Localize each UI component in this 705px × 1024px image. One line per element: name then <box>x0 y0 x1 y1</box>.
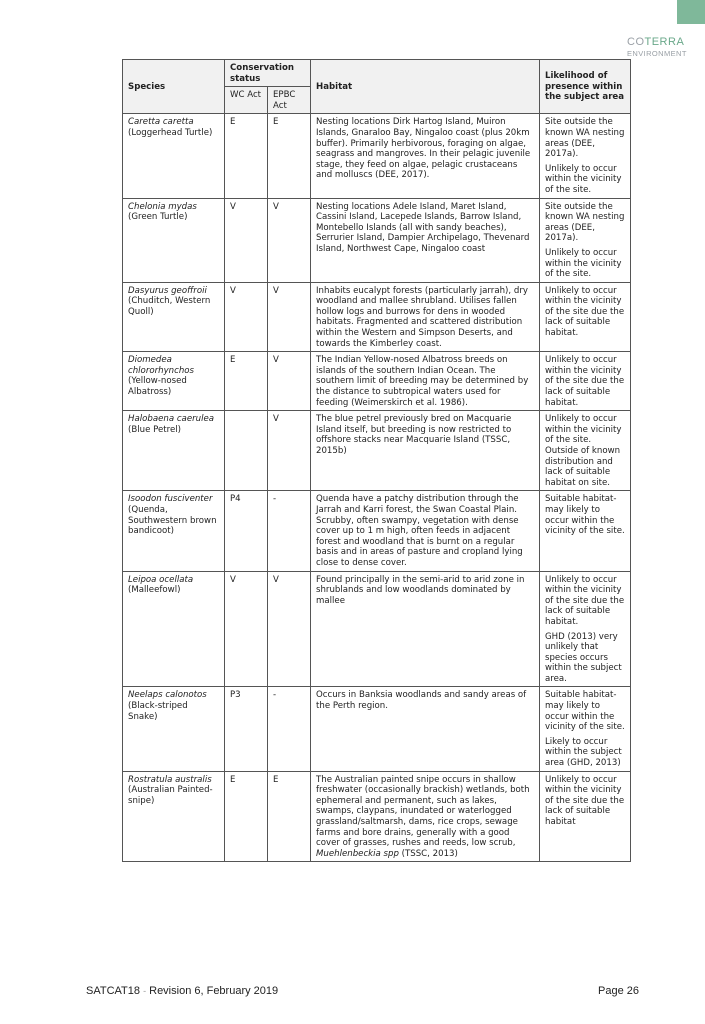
header-species: Species <box>123 60 225 114</box>
coterra-logo <box>627 36 705 58</box>
species-cell <box>123 282 225 352</box>
table-row <box>123 687 631 771</box>
species-scientific-name: Caretta caretta <box>128 117 194 128</box>
header-habitat: Habitat <box>311 60 540 114</box>
habitat-cell <box>311 114 540 198</box>
wc-status-cell: P3 <box>225 687 268 771</box>
wc-status-cell: E <box>225 771 268 862</box>
header-conservation: Conservation status <box>225 60 311 87</box>
species-common-name: (Malleefowl) <box>128 585 181 596</box>
species-cell <box>123 491 225 571</box>
likelihood-cell <box>540 571 631 687</box>
habitat-text: Nesting locations Adele Island, Maret Island, Cassini Island, Lacepede Islands, Barrow Island, Montebello Islands (all with sandy beaches), Serrurier Island, Dampier Archipelago, Thevenard Island, Northwest Cape, Ningaloo coast <box>316 201 530 254</box>
epbc-status-cell: - <box>268 491 311 571</box>
table-row <box>123 491 631 571</box>
likelihood-text: Suitable habitat- may likely to occur within the vicinity of the site. <box>545 690 625 733</box>
habitat-cell <box>311 771 540 862</box>
footer-dash: - <box>143 986 147 996</box>
species-scientific-name: Diomedea chlororhynchos <box>128 355 195 376</box>
logo-text-co: CO <box>627 36 645 48</box>
likelihood-text: Likely to occur within the subject area (GHD, 2013) <box>545 736 622 769</box>
habitat-text: The Australian painted snipe occurs in shallow freshwater (occasionally brackish) wetlands, both ephemeral and permanent, such as lakes, swamps, claypans, inundated or waterlogged grassland/saltmarsh, dams, rice crops, sewage farms and bore drains, generally with a good cover of grasses, rushes and reeds, low scrub, <box>316 774 530 849</box>
likelihood-text: Unlikely to occur within the vicinity of the site due the lack of suitable habitat. <box>545 574 625 627</box>
likelihood-text: Unlikely to occur within the vicinity of the site. <box>545 163 622 195</box>
habitat-cell <box>311 352 540 411</box>
species-scientific-name: Leipoa ocellata <box>128 574 194 585</box>
likelihood-cell <box>540 771 631 862</box>
habitat-genus-text: Muehlenbeckia spp <box>316 848 399 859</box>
species-common-name: (Blue Petrel) <box>128 424 182 435</box>
footer-doc <box>86 985 278 997</box>
table-row <box>123 282 631 352</box>
habitat-cell <box>311 282 540 352</box>
species-cell <box>123 352 225 411</box>
likelihood-text: Unlikely to occur within the vicinity of the site due the lack of suitable habitat <box>545 774 625 827</box>
header-likelihood: Likelihood of presence within the subject area <box>540 60 631 114</box>
wc-status-cell: E <box>225 114 268 198</box>
epbc-status-cell: - <box>268 687 311 771</box>
species-table <box>122 59 631 862</box>
species-scientific-name: Neelaps calonotos <box>128 690 207 701</box>
species-common-name: (Chuditch, Western Quoll) <box>128 296 211 317</box>
species-scientific-name: Rostratula australis <box>128 774 212 785</box>
epbc-status-cell: E <box>268 114 311 198</box>
wc-status-cell: V <box>225 282 268 352</box>
habitat-text: Inhabits eucalypt forests (particularly jarrah), dry woodland and mallee shrubland. Utilises fallen hollow logs and burrows for dens in wooded habitats. Fragmented and scattered distribution within the Western and Simpson Deserts, and towards the Kimberley coast. <box>316 285 528 349</box>
species-common-name: (Green Turtle) <box>128 212 188 223</box>
epbc-status-cell: E <box>268 771 311 862</box>
epbc-status-cell: V <box>268 352 311 411</box>
habitat-text: Quenda have a patchy distribution through the Jarrah and Karri forest, the Swan Coastal Plain. Scrubby, often swampy, vegetation with dense cover up to 1 m high, often feeds in adjacent forest and woodland that is burnt on a regular basis and in areas of pasture and cropland lying close to dense cover. <box>316 494 523 568</box>
table-row <box>123 198 631 282</box>
epbc-status-cell: V <box>268 198 311 282</box>
species-common-name: (Quenda, Southwestern brown bandicoot) <box>128 504 217 537</box>
logo-text-terra: TERRA <box>644 36 685 48</box>
wc-status-cell <box>225 411 268 491</box>
likelihood-text: Site outside the known WA nesting areas (DEE, 2017a). <box>545 117 625 160</box>
likelihood-cell <box>540 198 631 282</box>
epbc-status-cell: V <box>268 411 311 491</box>
species-cell <box>123 114 225 198</box>
likelihood-text: GHD (2013) very unlikely that species occurs within the subject area. <box>545 631 622 684</box>
species-cell <box>123 687 225 771</box>
likelihood-cell <box>540 411 631 491</box>
species-cell <box>123 198 225 282</box>
species-common-name: (Yellow-nosed Albatross) <box>128 376 187 398</box>
logo-text-environment: ENVIRONMENT <box>627 49 687 58</box>
habitat-text: Nesting locations Dirk Hartog Island, Muiron Islands, Gnaraloo Bay, Ningaloo coast (plus 20km buffer). Primarily herbivorous, foraging on algae, seagrass and mangroves. In their pelagic juvenile stage, they feed on algae, pelagic crustaceans and molluscs (DEE, 2017). <box>316 117 531 181</box>
likelihood-cell <box>540 687 631 771</box>
species-scientific-name: Dasyurus geoffroii <box>128 285 207 296</box>
species-scientific-name: Isoodon fusciventer <box>128 494 213 505</box>
likelihood-text: Unlikely to occur within the vicinity of the site. <box>545 247 622 280</box>
habitat-text: The blue petrel previously bred on Macquarie Island itself, but breeding is now restricted to offshore stacks near Macquarie Island (TSSC, 2015b) <box>316 414 512 456</box>
table-row <box>123 771 631 862</box>
wc-status-cell: P4 <box>225 491 268 571</box>
habitat-cell <box>311 571 540 687</box>
wc-status-cell: V <box>225 571 268 687</box>
habitat-cell <box>311 491 540 571</box>
table-row <box>123 352 631 411</box>
likelihood-cell <box>540 282 631 352</box>
species-cell <box>123 771 225 862</box>
likelihood-text: Unlikely to occur within the vicinity of the site. Outside of known distribution and lack of suitable habitat on site. <box>545 414 622 488</box>
footer-doc-id: SATCAT18 <box>86 985 140 997</box>
species-common-name: (Black-striped Snake) <box>128 701 188 722</box>
corner-accent <box>677 0 705 24</box>
habitat-text: The Indian Yellow-nosed Albatross breeds on islands of the southern Indian Ocean. The southern limit of breeding may be determined by the distance to subtropical waters used for feeding (Weimerskirch et al. 1986). <box>316 355 529 408</box>
table-row <box>123 571 631 687</box>
epbc-status-cell: V <box>268 571 311 687</box>
habitat-cell <box>311 198 540 282</box>
footer-revision: Revision 6, February 2019 <box>149 985 279 997</box>
footer-page: Page 26 <box>598 985 639 997</box>
species-cell <box>123 571 225 687</box>
wc-status-cell: E <box>225 352 268 411</box>
habitat-text: Occurs in Banksia woodlands and sandy areas of the Perth region. <box>316 690 527 712</box>
species-common-name: (Loggerhead Turtle) <box>128 127 213 138</box>
likelihood-cell <box>540 114 631 198</box>
table-row <box>123 411 631 491</box>
likelihood-text: Site outside the known WA nesting areas (DEE, 2017a). <box>545 201 625 244</box>
likelihood-cell <box>540 491 631 571</box>
likelihood-cell <box>540 352 631 411</box>
wc-status-cell: V <box>225 198 268 282</box>
habitat-text: Found principally in the semi-arid to arid zone in shrublands and low woodlands dominated by mallee <box>316 574 525 606</box>
habitat-cell <box>311 411 540 491</box>
header-wc: WC Act <box>225 87 268 114</box>
epbc-status-cell: V <box>268 282 311 352</box>
species-cell <box>123 411 225 491</box>
species-common-name: (Australian Painted-snipe) <box>128 785 213 806</box>
table-row <box>123 114 631 198</box>
habitat-citation-text: (TSSC, 2013) <box>398 848 458 859</box>
header-epbc: EPBC Act <box>268 87 311 114</box>
species-scientific-name: Chelonia mydas <box>128 201 197 212</box>
likelihood-text: Unlikely to occur within the vicinity of the site due the lack of suitable habitat. <box>545 355 625 408</box>
habitat-cell <box>311 687 540 771</box>
species-scientific-name: Halobaena caerulea <box>128 414 215 425</box>
likelihood-text: Suitable habitat- may likely to occur within the vicinity of the site. <box>545 494 625 537</box>
likelihood-text: Unlikely to occur within the vicinity of the site due the lack of suitable habitat. <box>545 285 625 339</box>
